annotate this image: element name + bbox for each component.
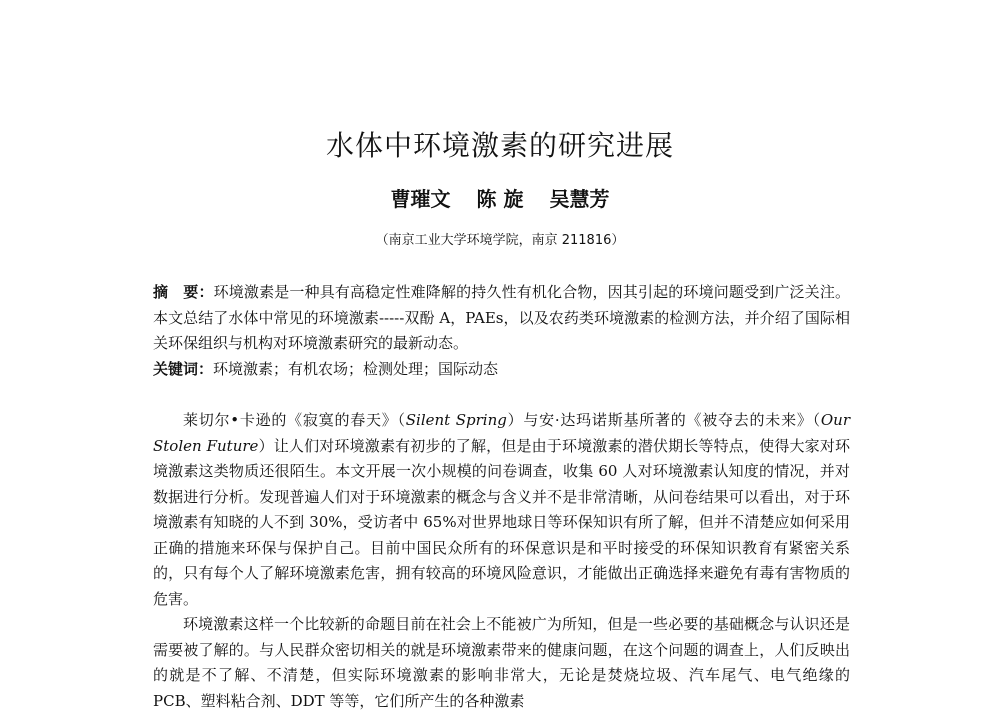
author-name: 曹璀文	[390, 187, 451, 211]
affiliation: （南京工业大学环境学院，南京 211816）	[375, 233, 625, 248]
keywords-label: 关键词：	[153, 360, 214, 378]
abstract-label: 摘 要：	[153, 283, 214, 301]
keywords	[153, 357, 850, 383]
paper-title: 水体中环境激素的研究进展	[325, 129, 674, 162]
book-title-en: Our Stolen Future	[153, 411, 850, 455]
author-name: 陈 旋	[476, 187, 524, 211]
body-text	[153, 408, 850, 714]
book-title-en: Silent Spring	[405, 411, 507, 429]
paragraph-text: ）让人们对环境激素有初步的了解，但是由于环境激素的潜伏期长等特点，使得大家对环境激素这类物质还很陌生。本文开展一次小规模的问卷调查，收集 60 人对环境激素认知度的情况，并对数据进行分析。发现普遍人们对于环境激素的概念与含义并不是非常清晰，从问卷结果可以看出，对于环境激素有知晓的人不到 30%，受访者中 65%对世界地球日等环保知识有所了解，但并不清楚应如何采用正确的措施来环保与保护自己。目前中国民众所有的环保意识是和平时接受的环保知识教育有紧密关系的，只有每个人了解环境激素危害，拥有较高的环境风险意识，才能做出正确选择来避免有毒有害物质的危害。	[153, 436, 850, 608]
author-list	[0, 185, 1000, 213]
abstract-text: 环境激素是一种具有高稳定性难降解的持久性有机化合物，因其引起的环境问题受到广泛关注。本文总结了水体中常见的环境激素-----双酚 A，PAEs，以及农药类环境激素的检测方法，并介绍了国际相关环保组织与机构对环境激素研究的最新动态。	[153, 283, 850, 352]
author-name: 吴慧芳	[549, 187, 610, 211]
abstract	[153, 280, 850, 357]
body-paragraph	[153, 408, 850, 612]
keywords-text: 环境激素；有机农场；检测处理；国际动态	[213, 360, 499, 378]
paragraph-text: ）与安·达玛诺斯基所著的《被夺去的未来》（	[506, 411, 821, 429]
body-paragraph: 环境激素这样一个比较新的命题目前在社会上不能被广为所知，但是一些必要的基础概念与认识还是需要被了解的。与人民群众密切相关的就是环境激素带来的健康问题，在这个问题的调查上，人们反映出的就是不了解、不清楚，但实际环境激素的影响非常大，无论是焚烧垃圾、汽车尾气、电气绝缘的 PCB、塑料粘合剂、DDT 等等，它们所产生的各种激素	[153, 615, 850, 710]
paragraph-text: 莱切尔•卡逊的《寂寞的春天》（	[183, 411, 406, 429]
